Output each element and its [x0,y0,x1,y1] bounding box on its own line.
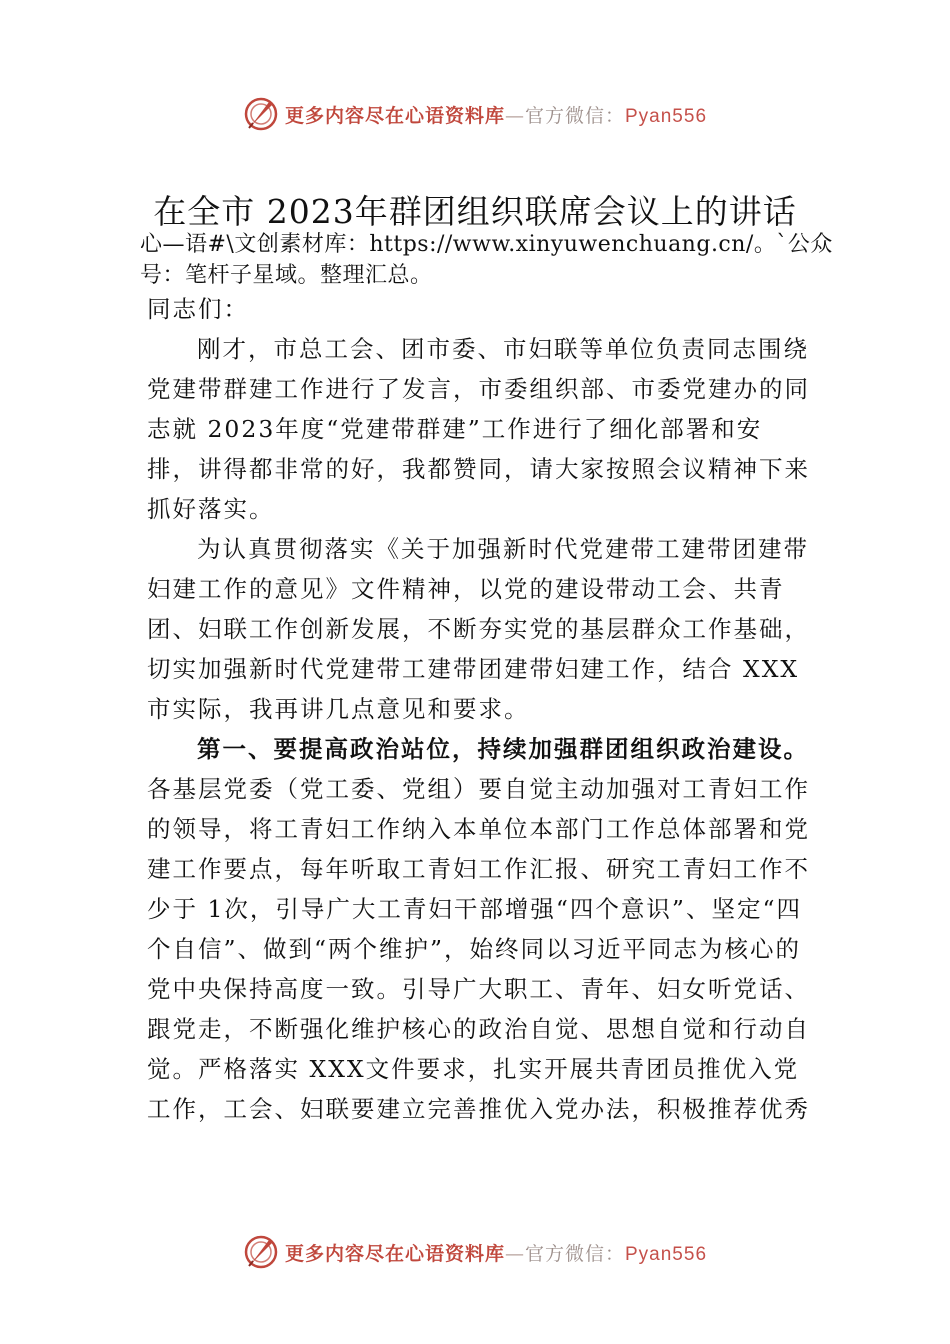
watermark-text [285,1239,707,1266]
section-1-text: 各基层党委（党工委、党组）要自觉主动加强对工青妇工作的领导，将工青妇工作纳入本单位本部门工作总体部署和党建工作要点，每年听取工青妇工作汇报、研究工青妇工作不少于 1次，引导广大工青妇干部增强“四个意识”、坚定“四个自信”、做到“两个维护”，始终同以习近平同志为核心的党中央保持高度一致。引导广大职工、青年、妇女听党话、 跟党走，不断强化维护核心的政治自觉、思想自觉和行动自觉。严格落实 XXX文件要求，扎实开展共青团员推优入党工作，工会、妇联要建立完善推优入党办法，积极推荐优秀 [147,775,810,1123]
section-1-heading: 第一、要提高政治站位，持续加强群团组织政治建设。 [197,735,809,763]
watermark-handle: Pyan556 [625,1243,708,1265]
watermark-label: 官方微信： [524,104,625,127]
salutation: 同志们： [147,295,249,323]
source-note: 心—语#\文创素材库：https://www.xinyuwenchuang.cn/。`公众号：笔杆子星域。整理汇总。 [140,232,833,288]
quill-circle-logo-icon [243,96,279,132]
paragraph-2: 为认真贯彻落实《关于加强新时代党建带工建带团建带妇建工作的意见》文件精神，以党的建设带动工会、共青团、妇联工作创新发展，不断夯实党的基层群众工作基础，切实加强新时代党建带工建带团建带妇建工作，结合 XXX市实际，我再讲几点意见和要求。 [147,535,810,723]
watermark-separator: — [504,1242,525,1265]
document-title: 在全市 2023年群团组织联席会议上的讲话 [153,192,797,231]
section-1-heading-paragraph [147,729,812,769]
header-watermark [0,94,950,134]
watermark-handle: Pyan556 [625,105,708,127]
watermark-brand: 更多内容尽在心语资料库 [284,1242,505,1265]
watermark-brand: 更多内容尽在心语资料库 [284,104,505,127]
footer-watermark [0,1232,950,1272]
quill-circle-logo-icon [243,1234,279,1270]
paragraph-1: 刚才，市总工会、团市委、市妇联等单位负责同志围绕党建带群建工作进行了发言，市委组织部、市委党建办的同志就 2023年度“党建带群建”工作进行了细化部署和安排，讲得都非常的好，我都赞同，请大家按照会议精神下来抓好落实。 [147,335,810,523]
document-body [147,289,812,1129]
watermark-text [285,101,707,128]
watermark-separator: — [504,104,525,127]
watermark-label: 官方微信： [524,1242,625,1265]
